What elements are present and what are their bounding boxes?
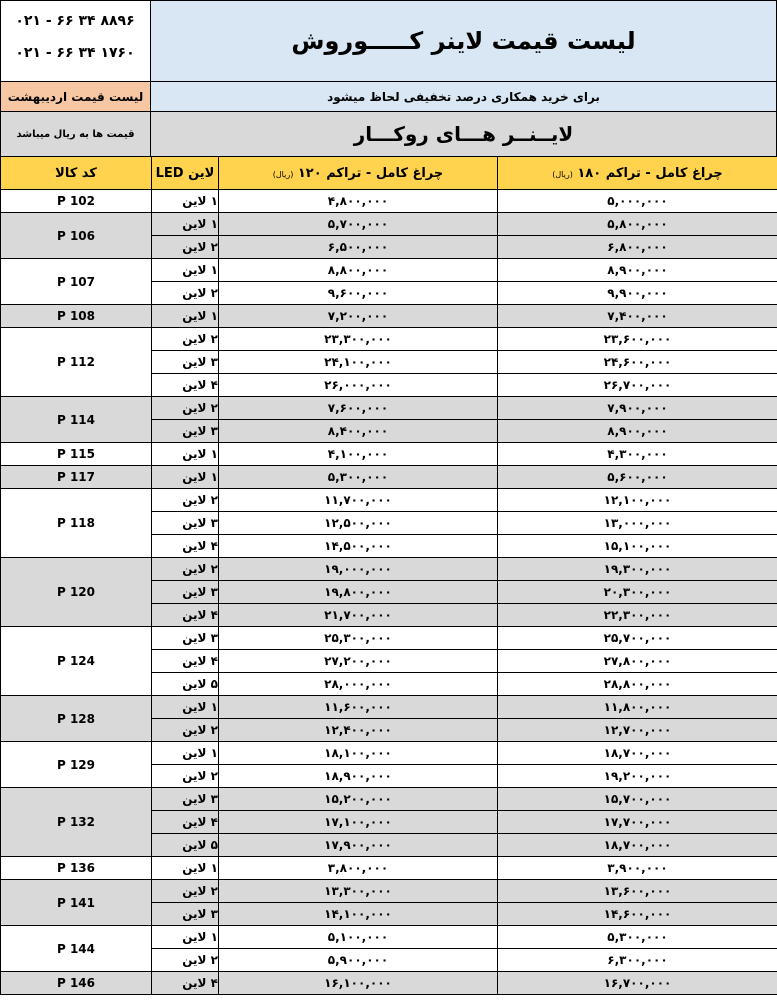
price-120: ۲۱,۷۰۰,۰۰۰	[219, 604, 498, 627]
price-180: ۱۲,۱۰۰,۰۰۰	[498, 489, 777, 512]
line-count: ۳ لاین	[152, 512, 219, 535]
line-count: ۳ لاین	[152, 351, 219, 374]
table-row	[1, 259, 777, 282]
price-120: ۲۴,۱۰۰,۰۰۰	[219, 351, 498, 374]
line-count: ۲ لاین	[152, 236, 219, 259]
price-180: ۱۱,۸۰۰,۰۰۰	[498, 696, 777, 719]
price-120: ۵,۳۰۰,۰۰۰	[219, 466, 498, 489]
price-180: ۲۰,۳۰۰,۰۰۰	[498, 581, 777, 604]
product-code: P 141	[1, 880, 152, 926]
table-row	[1, 328, 777, 351]
price-180: ۱۲,۷۰۰,۰۰۰	[498, 719, 777, 742]
line-count: ۲ لاین	[152, 282, 219, 305]
price-180: ۱۵,۱۰۰,۰۰۰	[498, 535, 777, 558]
price-180: ۷,۴۰۰,۰۰۰	[498, 305, 777, 328]
page-title	[150, 0, 777, 82]
price-120: ۱۸,۱۰۰,۰۰۰	[219, 742, 498, 765]
price-180: ۲۷,۸۰۰,۰۰۰	[498, 650, 777, 673]
line-count: ۱ لاین	[152, 742, 219, 765]
column-header-price-180	[498, 157, 777, 190]
price-120: ۵,۹۰۰,۰۰۰	[219, 949, 498, 972]
product-code: P 146	[1, 972, 152, 995]
column-header-price-180-label: چراغ کامل - تراکم ۱۸۰	[577, 165, 723, 181]
line-count: ۴ لاین	[152, 535, 219, 558]
price-180: ۲۴,۶۰۰,۰۰۰	[498, 351, 777, 374]
table-row	[1, 972, 777, 995]
price-180: ۱۹,۳۰۰,۰۰۰	[498, 558, 777, 581]
table-row	[1, 857, 777, 880]
line-count: ۱ لاین	[152, 466, 219, 489]
price-180: ۱۶,۷۰۰,۰۰۰	[498, 972, 777, 995]
line-count: ۲ لاین	[152, 949, 219, 972]
line-count: ۳ لاین	[152, 903, 219, 926]
product-code: P 118	[1, 489, 152, 558]
price-120: ۲۸,۰۰۰,۰۰۰	[219, 673, 498, 696]
price-180: ۵,۶۰۰,۰۰۰	[498, 466, 777, 489]
line-count: ۱ لاین	[152, 926, 219, 949]
line-count: ۲ لاین	[152, 558, 219, 581]
price-120: ۱۵,۲۰۰,۰۰۰	[219, 788, 498, 811]
price-180: ۱۸,۷۰۰,۰۰۰	[498, 742, 777, 765]
table-row	[1, 926, 777, 949]
table-row	[1, 466, 777, 489]
price-180: ۱۴,۶۰۰,۰۰۰	[498, 903, 777, 926]
section-title	[150, 111, 777, 157]
product-code: P 106	[1, 213, 152, 259]
product-code: P 102	[1, 190, 152, 213]
line-count: ۲ لاین	[152, 765, 219, 788]
line-count: ۳ لاین	[152, 788, 219, 811]
price-180: ۲۳,۶۰۰,۰۰۰	[498, 328, 777, 351]
table-header-row	[1, 157, 777, 190]
price-120: ۲۶,۰۰۰,۰۰۰	[219, 374, 498, 397]
price-180: ۵,۳۰۰,۰۰۰	[498, 926, 777, 949]
price-120: ۱۷,۱۰۰,۰۰۰	[219, 811, 498, 834]
currency-note-text: قیمت ها به ریال میباشد	[16, 128, 135, 140]
price-120: ۱۲,۵۰۰,۰۰۰	[219, 512, 498, 535]
line-count: ۱ لاین	[152, 696, 219, 719]
price-180: ۹,۹۰۰,۰۰۰	[498, 282, 777, 305]
price-180: ۲۵,۷۰۰,۰۰۰	[498, 627, 777, 650]
column-header-price-120-unit: (ریال)	[272, 169, 294, 179]
product-code: P 124	[1, 627, 152, 696]
page-title-text: لیست قیمت لاینر کـــــوروش	[291, 27, 636, 55]
table-row	[1, 788, 777, 811]
phone-number-1: ۰۲۱ - ۶۶ ۳۴ ۸۸۹۶	[15, 13, 135, 29]
price-120: ۲۳,۳۰۰,۰۰۰	[219, 328, 498, 351]
line-count: ۲ لاین	[152, 489, 219, 512]
price-120: ۱۱,۷۰۰,۰۰۰	[219, 489, 498, 512]
price-120: ۱۴,۱۰۰,۰۰۰	[219, 903, 498, 926]
product-code: P 128	[1, 696, 152, 742]
price-120: ۱۱,۶۰۰,۰۰۰	[219, 696, 498, 719]
line-count: ۳ لاین	[152, 627, 219, 650]
product-code: P 107	[1, 259, 152, 305]
price-120: ۷,۶۰۰,۰۰۰	[219, 397, 498, 420]
discount-note-text: برای خرید همکاری درصد تخفیفی لحاظ میشود	[327, 89, 600, 104]
price-180: ۷,۹۰۰,۰۰۰	[498, 397, 777, 420]
price-180: ۱۸,۷۰۰,۰۰۰	[498, 834, 777, 857]
price-120: ۳,۸۰۰,۰۰۰	[219, 857, 498, 880]
line-count: ۵ لاین	[152, 834, 219, 857]
product-code: P 112	[1, 328, 152, 397]
price-180: ۸,۹۰۰,۰۰۰	[498, 259, 777, 282]
price-120: ۸,۸۰۰,۰۰۰	[219, 259, 498, 282]
price-180: ۱۳,۶۰۰,۰۰۰	[498, 880, 777, 903]
price-120: ۱۳,۳۰۰,۰۰۰	[219, 880, 498, 903]
price-120: ۱۶,۱۰۰,۰۰۰	[219, 972, 498, 995]
product-code: P 117	[1, 466, 152, 489]
price-120: ۱۹,۰۰۰,۰۰۰	[219, 558, 498, 581]
currency-note	[0, 111, 151, 157]
line-count: ۱ لاین	[152, 190, 219, 213]
month-label	[0, 81, 151, 112]
line-count: ۴ لاین	[152, 374, 219, 397]
column-header-code: کد کالا	[1, 157, 152, 190]
column-header-led: لاین LED	[152, 157, 219, 190]
line-count: ۱ لاین	[152, 213, 219, 236]
price-180: ۶,۳۰۰,۰۰۰	[498, 949, 777, 972]
price-120: ۱۸,۹۰۰,۰۰۰	[219, 765, 498, 788]
line-count: ۱ لاین	[152, 857, 219, 880]
table-row	[1, 880, 777, 903]
price-180: ۲۸,۸۰۰,۰۰۰	[498, 673, 777, 696]
section-title-text: لایــنــر هـــای روکـــار	[353, 122, 574, 146]
table-row	[1, 558, 777, 581]
price-180: ۱۹,۲۰۰,۰۰۰	[498, 765, 777, 788]
price-180: ۸,۹۰۰,۰۰۰	[498, 420, 777, 443]
line-count: ۲ لاین	[152, 880, 219, 903]
table-row	[1, 213, 777, 236]
price-120: ۱۹,۸۰۰,۰۰۰	[219, 581, 498, 604]
price-120: ۹,۶۰۰,۰۰۰	[219, 282, 498, 305]
price-180: ۵,۰۰۰,۰۰۰	[498, 190, 777, 213]
discount-note	[150, 81, 777, 112]
price-120: ۸,۴۰۰,۰۰۰	[219, 420, 498, 443]
line-count: ۳ لاین	[152, 420, 219, 443]
column-header-price-180-unit: (ریال)	[552, 169, 573, 179]
price-120: ۲۵,۳۰۰,۰۰۰	[219, 627, 498, 650]
price-120: ۲۷,۲۰۰,۰۰۰	[219, 650, 498, 673]
table-row	[1, 696, 777, 719]
line-count: ۴ لاین	[152, 604, 219, 627]
line-count: ۱ لاین	[152, 259, 219, 282]
table-row	[1, 489, 777, 512]
line-count: ۴ لاین	[152, 972, 219, 995]
price-120: ۵,۷۰۰,۰۰۰	[219, 213, 498, 236]
price-120: ۶,۵۰۰,۰۰۰	[219, 236, 498, 259]
product-code: P 114	[1, 397, 152, 443]
table-row	[1, 443, 777, 466]
product-code: P 129	[1, 742, 152, 788]
price-120: ۷,۲۰۰,۰۰۰	[219, 305, 498, 328]
price-120: ۱۲,۴۰۰,۰۰۰	[219, 719, 498, 742]
table-row	[1, 305, 777, 328]
price-180: ۲۲,۳۰۰,۰۰۰	[498, 604, 777, 627]
price-180: ۱۷,۷۰۰,۰۰۰	[498, 811, 777, 834]
column-header-price-120	[219, 157, 498, 190]
price-120: ۱۴,۵۰۰,۰۰۰	[219, 535, 498, 558]
price-180: ۳,۹۰۰,۰۰۰	[498, 857, 777, 880]
product-code: P 132	[1, 788, 152, 857]
product-code: P 108	[1, 305, 152, 328]
phone-number-2: ۰۲۱ - ۶۶ ۳۴ ۱۷۶۰	[15, 45, 135, 61]
price-180: ۱۳,۰۰۰,۰۰۰	[498, 512, 777, 535]
product-code: P 136	[1, 857, 152, 880]
table-row	[1, 742, 777, 765]
table-row	[1, 397, 777, 420]
price-180: ۶,۸۰۰,۰۰۰	[498, 236, 777, 259]
line-count: ۲ لاین	[152, 397, 219, 420]
price-120: ۴,۸۰۰,۰۰۰	[219, 190, 498, 213]
line-count: ۳ لاین	[152, 581, 219, 604]
line-count: ۲ لاین	[152, 328, 219, 351]
line-count: ۱ لاین	[152, 305, 219, 328]
price-180: ۵,۸۰۰,۰۰۰	[498, 213, 777, 236]
line-count: ۱ لاین	[152, 443, 219, 466]
product-code: P 120	[1, 558, 152, 627]
month-label-text: لیست قیمت اردیبهشت	[7, 89, 144, 104]
price-180: ۲۶,۷۰۰,۰۰۰	[498, 374, 777, 397]
table-row	[1, 190, 777, 213]
line-count: ۲ لاین	[152, 719, 219, 742]
product-code: P 115	[1, 443, 152, 466]
line-count: ۵ لاین	[152, 673, 219, 696]
column-header-price-120-label: چراغ کامل - تراکم ۱۲۰	[297, 165, 444, 181]
price-180: ۴,۳۰۰,۰۰۰	[498, 443, 777, 466]
line-count: ۴ لاین	[152, 811, 219, 834]
price-120: ۴,۱۰۰,۰۰۰	[219, 443, 498, 466]
price-120: ۱۷,۹۰۰,۰۰۰	[219, 834, 498, 857]
price-180: ۱۵,۷۰۰,۰۰۰	[498, 788, 777, 811]
line-count: ۴ لاین	[152, 650, 219, 673]
table-row	[1, 627, 777, 650]
price-table	[0, 156, 777, 995]
price-120: ۵,۱۰۰,۰۰۰	[219, 926, 498, 949]
price-table-body	[1, 190, 777, 995]
product-code: P 144	[1, 926, 152, 972]
